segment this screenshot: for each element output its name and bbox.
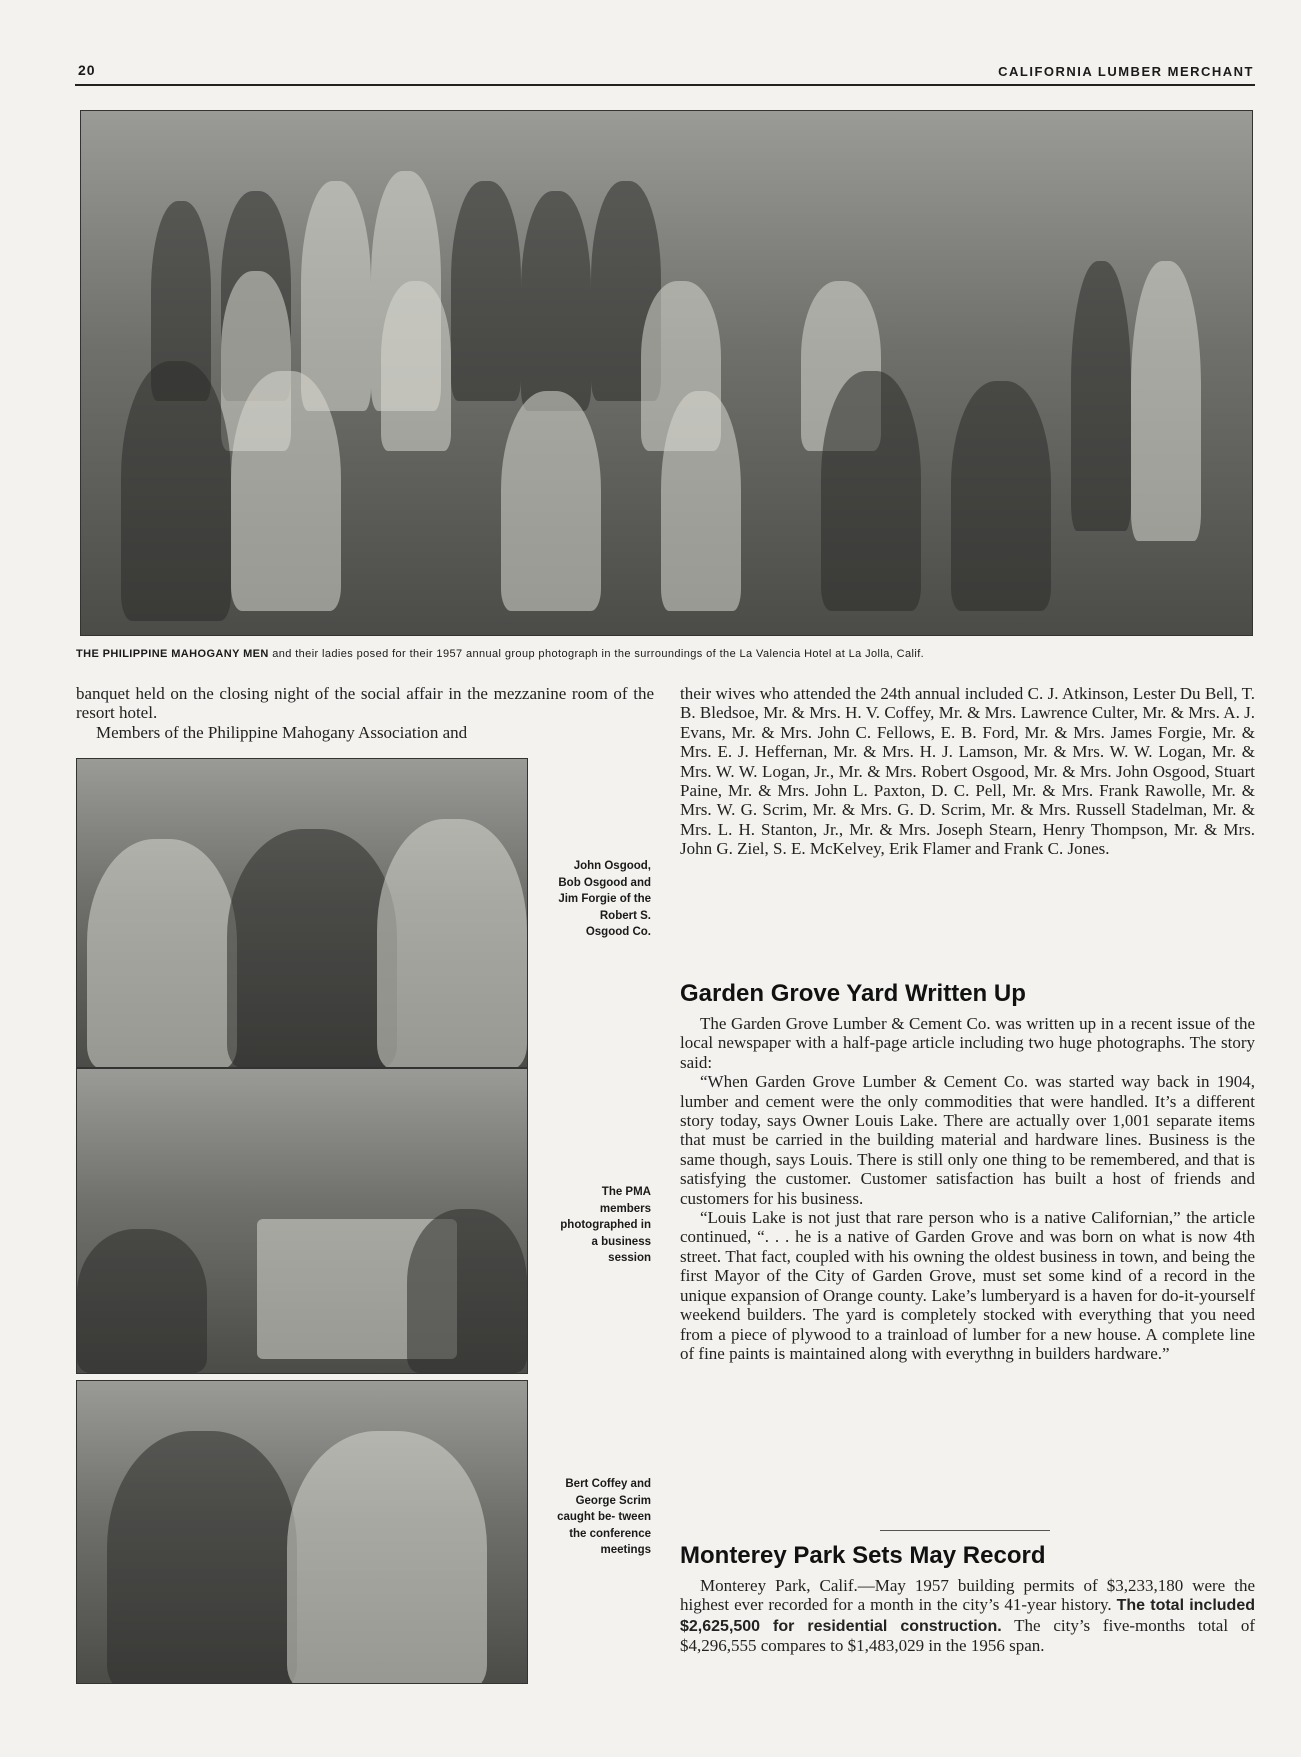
article2-paragraph [680, 1576, 1255, 1656]
article2-text-b: The city’s five-months total of $4,296,555 compares to $1,483,029 in the 1956 span. [680, 1615, 1256, 1656]
article2-headline: Monterey Park Sets May Record [680, 1542, 1046, 1569]
coffey-scrim-photo [76, 1380, 528, 1684]
left-paragraph-2: Members of the Philippine Mahogany Association and [96, 722, 468, 742]
article1-paragraph-1: The Garden Grove Lumber & Cement Co. was written up in a recent issue of the local newspaper with a half-page article including two huge photographs. The story said: [680, 1014, 1255, 1072]
attendees-text [680, 684, 1255, 859]
group-photo-figures [81, 111, 1252, 635]
coffey-scrim-caption: Bert Coffey and George Scrim caught be- tween the conference meetings [557, 1478, 651, 1556]
header-rule [75, 84, 1255, 86]
article2-text-bold: The total included $2,625,500 for residential construction. [680, 1597, 1255, 1635]
osgood-photo-caption: John Osgood, Bob Osgood and Jim Forgie of the Robert S. Osgood Co. [558, 860, 651, 938]
article2-body [680, 1576, 1255, 1656]
osgood-photo [76, 758, 528, 1068]
article1-body [680, 1014, 1255, 1363]
publication-title: CALIFORNIA LUMBER MERCHANT [998, 64, 1254, 79]
caption-bold: THE PHILIPPINE MAHOGANY MEN [76, 648, 269, 660]
group-photo-caption [76, 648, 1256, 660]
group-photo [80, 110, 1253, 636]
article-divider [880, 1530, 1050, 1531]
article2-text-a: Monterey Park, Calif.—May 1957 building permits of $3,233,180 were the highest ever recorded for a month in the city’s 41-year history. [680, 1576, 1255, 1615]
left-paragraph-1: banquet held on the closing night of the social affair in the mezzanine room of the resort hotel. [76, 684, 654, 723]
page-number: 20 [78, 62, 96, 78]
caption-rest: and their ladies posed for their 1957 annual group photograph in the surroundings of the La Valencia Hotel at La Jolla, Calif. [268, 648, 925, 660]
business-session-caption: The PMA members photographed in a business session [560, 1186, 651, 1264]
attendees-paragraph: their wives who attended the 24th annual included C. J. Atkinson, Lester Du Bell, T. B. Bledsoe, Mr. & Mrs. H. V. Coffey, Mr. & Mrs. Lawrence Culter, Mr. & Mrs. A. J. Evans, Mr. & Mrs. John C. Fellows, E. B. Ford, Mr. & Mrs. James Forgie, Mr. & Mrs. E. J. Heffernan, Mr. & Mrs. H. J. Lamson, Mr. & Mrs. W. W. Logan, Mr. & Mrs. W. W. Logan, Jr., Mr. & Mrs. Robert Osgood, Mr. & Mrs. John Osgood, Stuart Paine, Mr. & Mrs. John L. Paxton, D. C. Pell, Mr. & Mrs. Frank Rawolle, Mr. & Mrs. W. G. Scrim, Mr. & Mrs. G. D. Scrim, Mr. & Mrs. Russell Stadelman, Mr. & Mrs. L. H. Stanton, Jr., Mr. & Mrs. Joseph Stearn, Henry Thompson, Mr. & Mrs. John G. Ziel, S. E. McKelvey, Erik Flamer and Frank C. Jones. [680, 684, 1255, 859]
business-session-photo [76, 1068, 528, 1374]
article1-paragraph-2: “When Garden Grove Lumber & Cement Co. was started way back in 1904, lumber and cement were the only commodities that were handled. It’s a different story today, says Owner Louis Lake. There are actually over 1,001 separate items that must be carried in the building material and hardware lines. Business is the same though, says Louis. There is still only one thing to be remembered, and that is satisfying the customer. Customer satisfaction has built a host of friends and customers for his business. [680, 1072, 1255, 1208]
left-column-text [76, 684, 654, 742]
article1-paragraph-3: “Louis Lake is not just that rare person who is a native Californian,” the article continued, “. . . he is a native of Garden Grove and was born on what is now 4th street. That fact, coupled with his owning the oldest business in town, and being the first Mayor of the City of Garden Grove, must set some kind of a record in the unique expansion of Orange county. Lake’s lumberyard is a haven for do-it-yourself weekend builders. The yard is completely stocked with everything that you need from a piece of plywood to a trainload of lumber for a new house. A complete line of fine paints is maintained along with everythng in builders hardware.” [680, 1208, 1255, 1363]
article1-headline: Garden Grove Yard Written Up [680, 980, 1026, 1007]
